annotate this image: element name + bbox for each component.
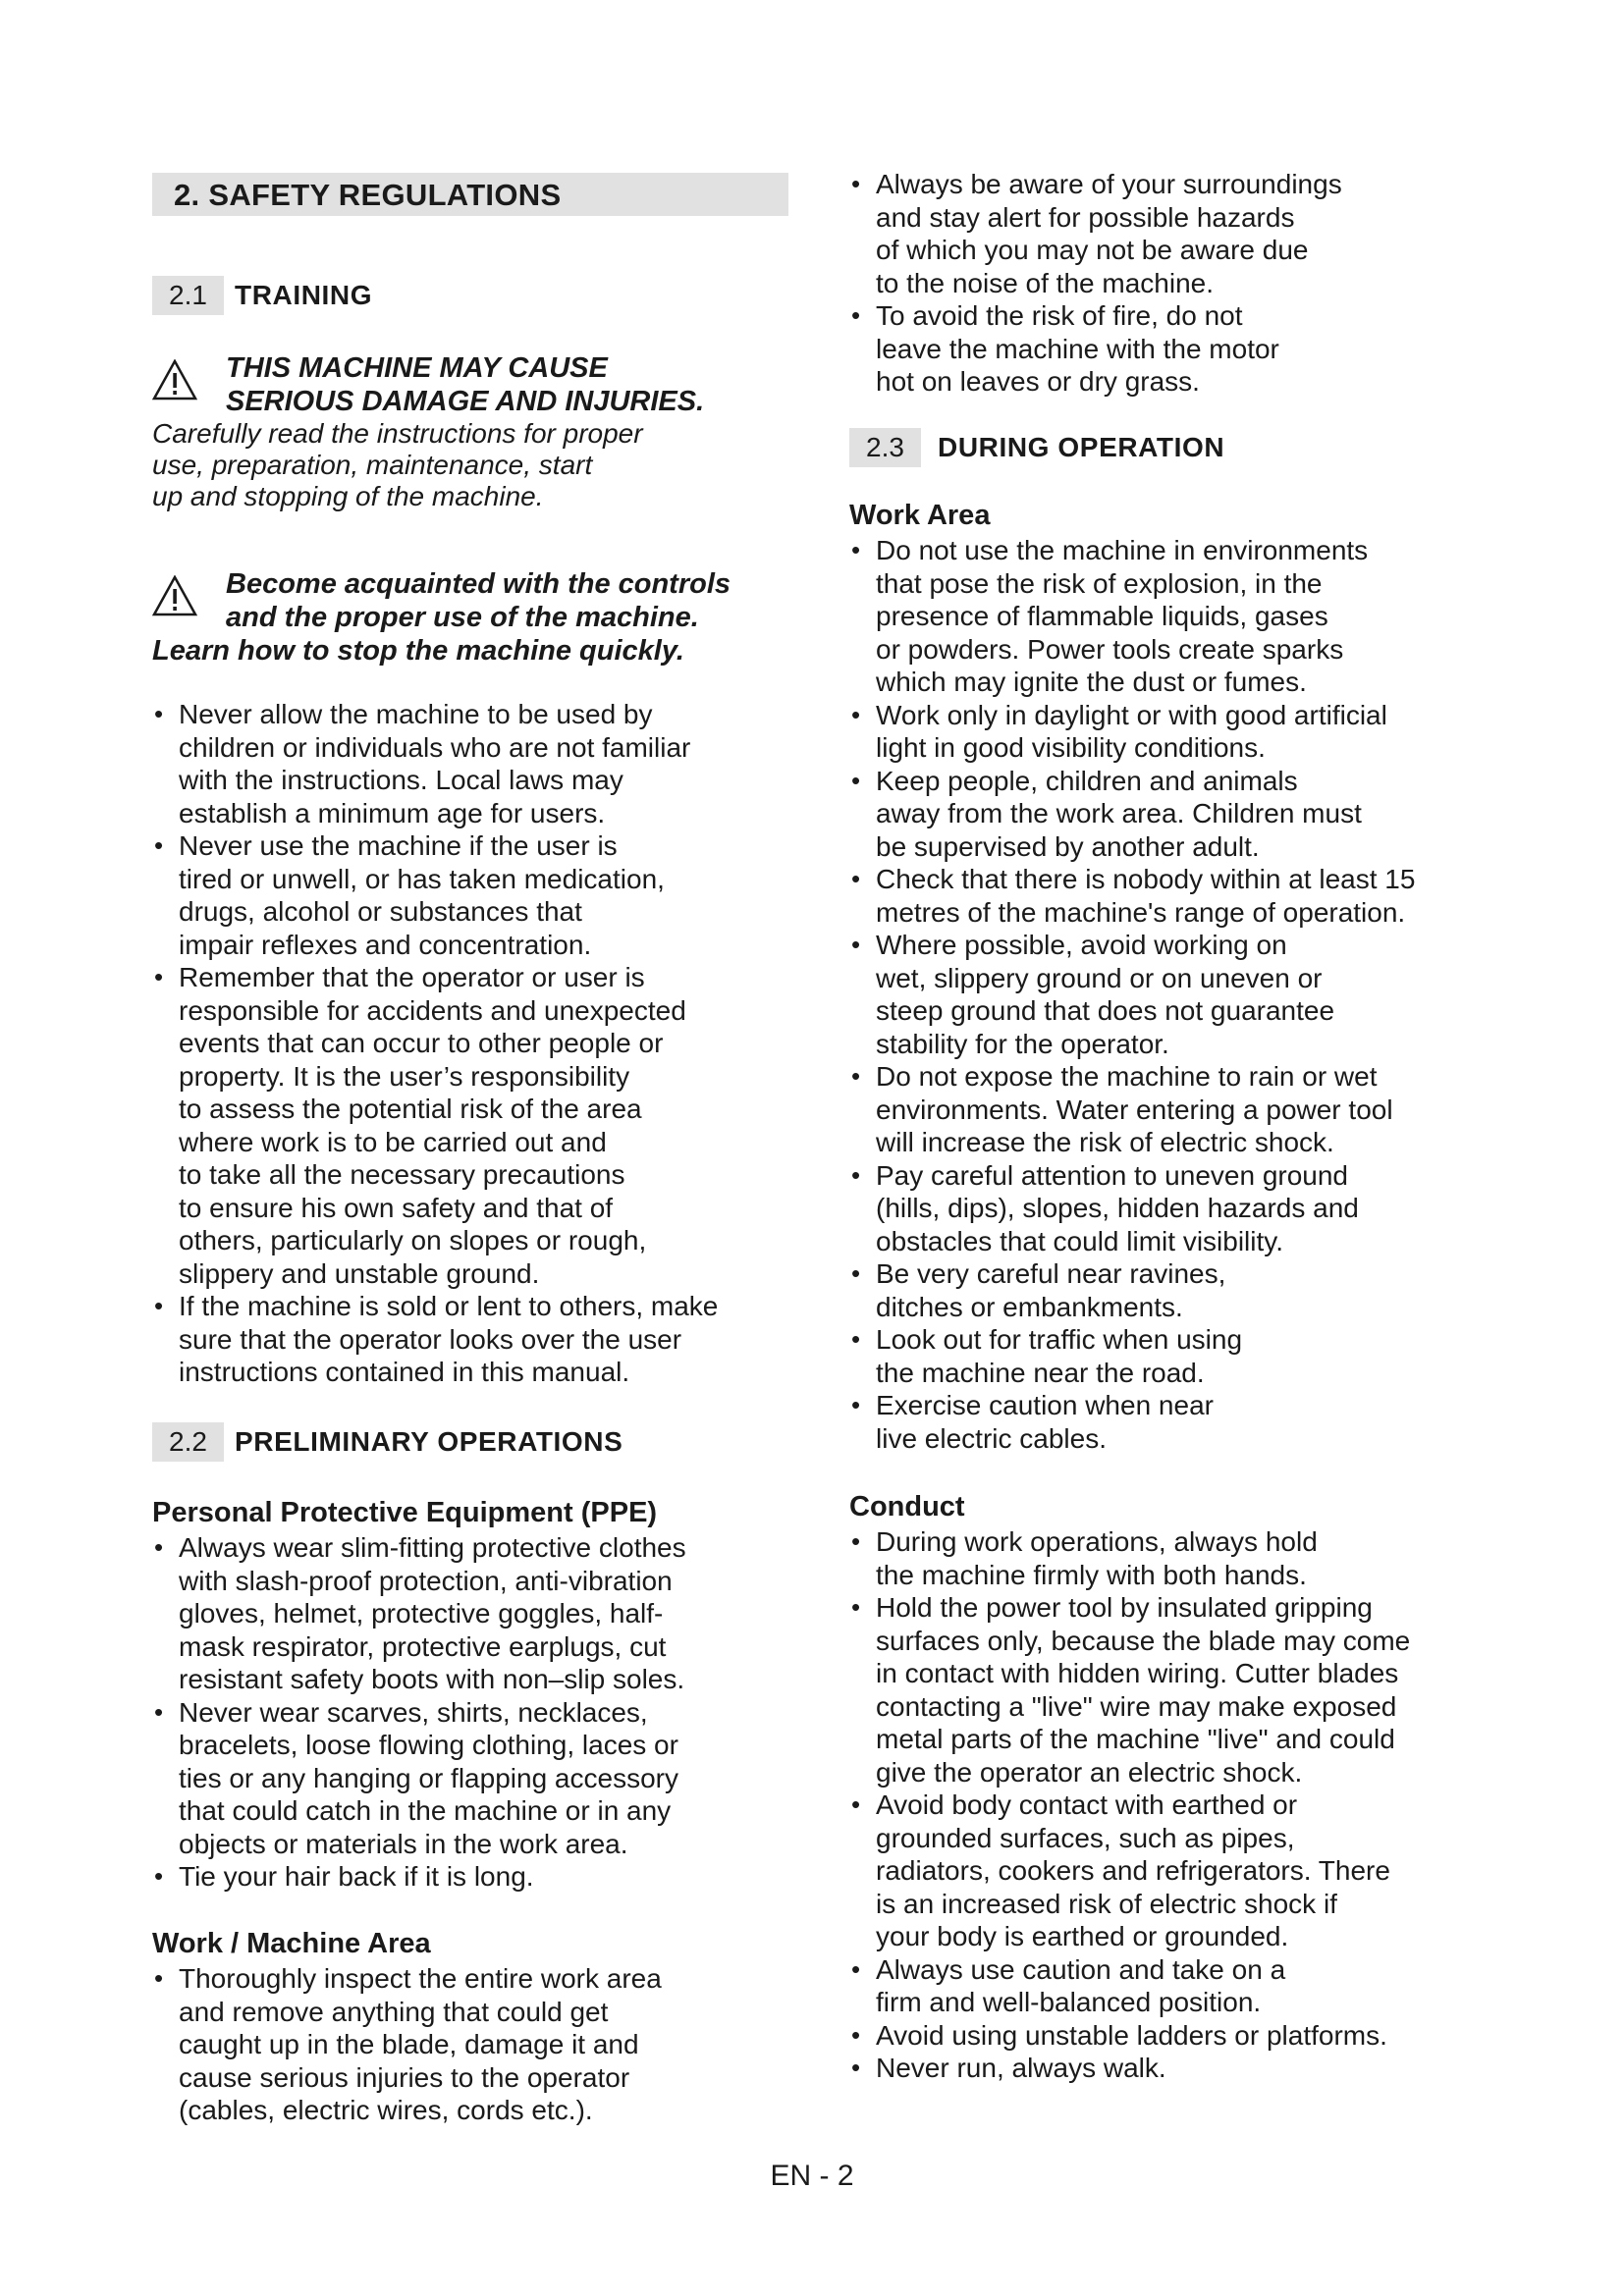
list-item: • Never allow the machine to be used by children or individuals who are not familiar with the instructions. Local laws may establish a minimum age for users. bbox=[152, 698, 790, 829]
list-item: • Pay careful attention to uneven ground (hills, dips), slopes, hidden hazards and obstacles that could limit visibility. bbox=[849, 1159, 1458, 1258]
warning-body: Carefully read the instructions for proper use, preparation, maintenance, start up and stopping of the machine. bbox=[152, 418, 643, 511]
work-machine-area-heading: Work / Machine Area bbox=[152, 1928, 431, 1959]
warning-triangle-icon bbox=[152, 575, 197, 616]
subsection-number: 2.1 bbox=[152, 276, 224, 315]
section-banner bbox=[152, 173, 788, 216]
list-item: • Avoid body contact with earthed or grounded surfaces, such as pipes, radiators, cookers and refrigerators. There is an increased risk of electric shock if your body is earthed or grounded. bbox=[849, 1789, 1458, 1953]
list-item: • Never run, always walk. bbox=[849, 2052, 1458, 2085]
subsection-number: 2.2 bbox=[152, 1422, 224, 1462]
subsection-title: TRAINING bbox=[235, 280, 373, 310]
subsection-number: 2.3 bbox=[849, 428, 921, 467]
warning-heading-line-1: Become acquainted with the controls bbox=[226, 568, 731, 600]
work-area-section bbox=[849, 499, 1458, 1455]
list-item: • Always be aware of your surroundings and stay alert for possible hazards of which you may not be aware due to the noise of the machine. bbox=[849, 168, 1458, 299]
ppe-section bbox=[152, 1496, 790, 1894]
warning-triangle-icon bbox=[152, 359, 197, 400]
list-item: • If the machine is sold or lent to others, make sure that the operator looks over the user instructions contained in this manual. bbox=[152, 1290, 790, 1389]
subsection-title: DURING OPERATION bbox=[938, 432, 1225, 462]
subsection-title: PRELIMINARY OPERATIONS bbox=[235, 1426, 623, 1457]
ppe-heading: Personal Protective Equipment (PPE) bbox=[152, 1497, 658, 1528]
list-item: • Where possible, avoid working on wet, slippery ground or on uneven or steep ground that does not guarantee stability for the operator. bbox=[849, 929, 1458, 1060]
list-item: • Remember that the operator or user is responsible for accidents and unexpected events that can occur to other people or property. It is the user’s responsibility to assess the potential risk of the area where work is to be carried out and to take all the necessary precautions to ensure his own safety and that of others, particularly on slopes or rough, slippery and unstable ground. bbox=[152, 961, 790, 1290]
list-item: • Thoroughly inspect the entire work area and remove anything that could get caught up in the blade, damage it and cause serious injuries to the operator (cables, electric wires, cords etc.). bbox=[152, 1962, 790, 2127]
work-machine-area-section bbox=[152, 1927, 790, 2127]
list-item: • Avoid using unstable ladders or platforms. bbox=[849, 2019, 1458, 2053]
list-item: • Always wear slim-fitting protective clothes with slash-proof protection, anti-vibration gloves, helmet, protective goggles, half- mask respirator, protective earplugs, cut resistant safety boots with non–slip soles. bbox=[152, 1531, 790, 1696]
work-area-heading: Work Area bbox=[849, 500, 991, 531]
list-item: • To avoid the risk of fire, do not leave the machine with the motor hot on leaves or dry grass. bbox=[849, 299, 1458, 399]
list-item: • Do not expose the machine to rain or wet environments. Water entering a power tool will increase the risk of electric shock. bbox=[849, 1060, 1458, 1159]
list-item: • Never wear scarves, shirts, necklaces, bracelets, loose flowing clothing, laces or ties or any hanging or flapping accessory that could catch in the machine or in any objects or materials in the work area. bbox=[152, 1696, 790, 1861]
warning-block-1 bbox=[152, 351, 790, 512]
training-bullet-list bbox=[152, 698, 790, 1389]
list-item: • Keep people, children and animals away from the work area. Children must be supervised by another adult. bbox=[849, 765, 1458, 864]
list-item: • Look out for traffic when using the machine near the road. bbox=[849, 1323, 1458, 1389]
list-item: • Never use the machine if the user is tired or unwell, or has taken medication, drugs, alcohol or substances that impair reflexes and concentration. bbox=[152, 829, 790, 961]
warning-heading-line-2: SERIOUS DAMAGE AND INJURIES. bbox=[226, 386, 705, 417]
page-number: EN - 2 bbox=[770, 2160, 854, 2192]
warning-heading-line-2: and the proper use of the machine. bbox=[226, 602, 699, 633]
list-item: • Hold the power tool by insulated gripping surfaces only, because the blade may come in contact with hidden wiring. Cutter blades contacting a "live" wire may make exposed metal parts of the machine "live" and could give the operator an electric shock. bbox=[849, 1591, 1458, 1789]
list-item: • Work only in daylight or with good artificial light in good visibility conditions. bbox=[849, 699, 1458, 765]
conduct-section bbox=[849, 1490, 1458, 2085]
section-title: 2. SAFETY REGULATIONS bbox=[174, 178, 562, 212]
list-item: • Be very careful near ravines, ditches or embankments. bbox=[849, 1257, 1458, 1323]
conduct-heading: Conduct bbox=[849, 1491, 965, 1522]
list-item: • Check that there is nobody within at least 15 metres of the machine's range of operation. bbox=[849, 863, 1458, 929]
warning-heading-line-3: Learn how to stop the machine quickly. bbox=[152, 635, 684, 667]
list-item: • During work operations, always hold the machine firmly with both hands. bbox=[849, 1525, 1458, 1591]
list-item: • Do not use the machine in environments that pose the risk of explosion, in the presence of flammable liquids, gases or powders. Power tools create sparks which may ignite the dust or fumes. bbox=[849, 534, 1458, 699]
warning-block-2 bbox=[152, 567, 790, 667]
warning-heading-line-1: THIS MACHINE MAY CAUSE bbox=[226, 352, 608, 384]
list-item: • Always use caution and take on a firm and well-balanced position. bbox=[849, 1953, 1458, 2019]
list-item: • Exercise caution when near live electric cables. bbox=[849, 1389, 1458, 1455]
work-machine-area-continued bbox=[849, 168, 1458, 399]
list-item: • Tie your hair back if it is long. bbox=[152, 1860, 790, 1894]
